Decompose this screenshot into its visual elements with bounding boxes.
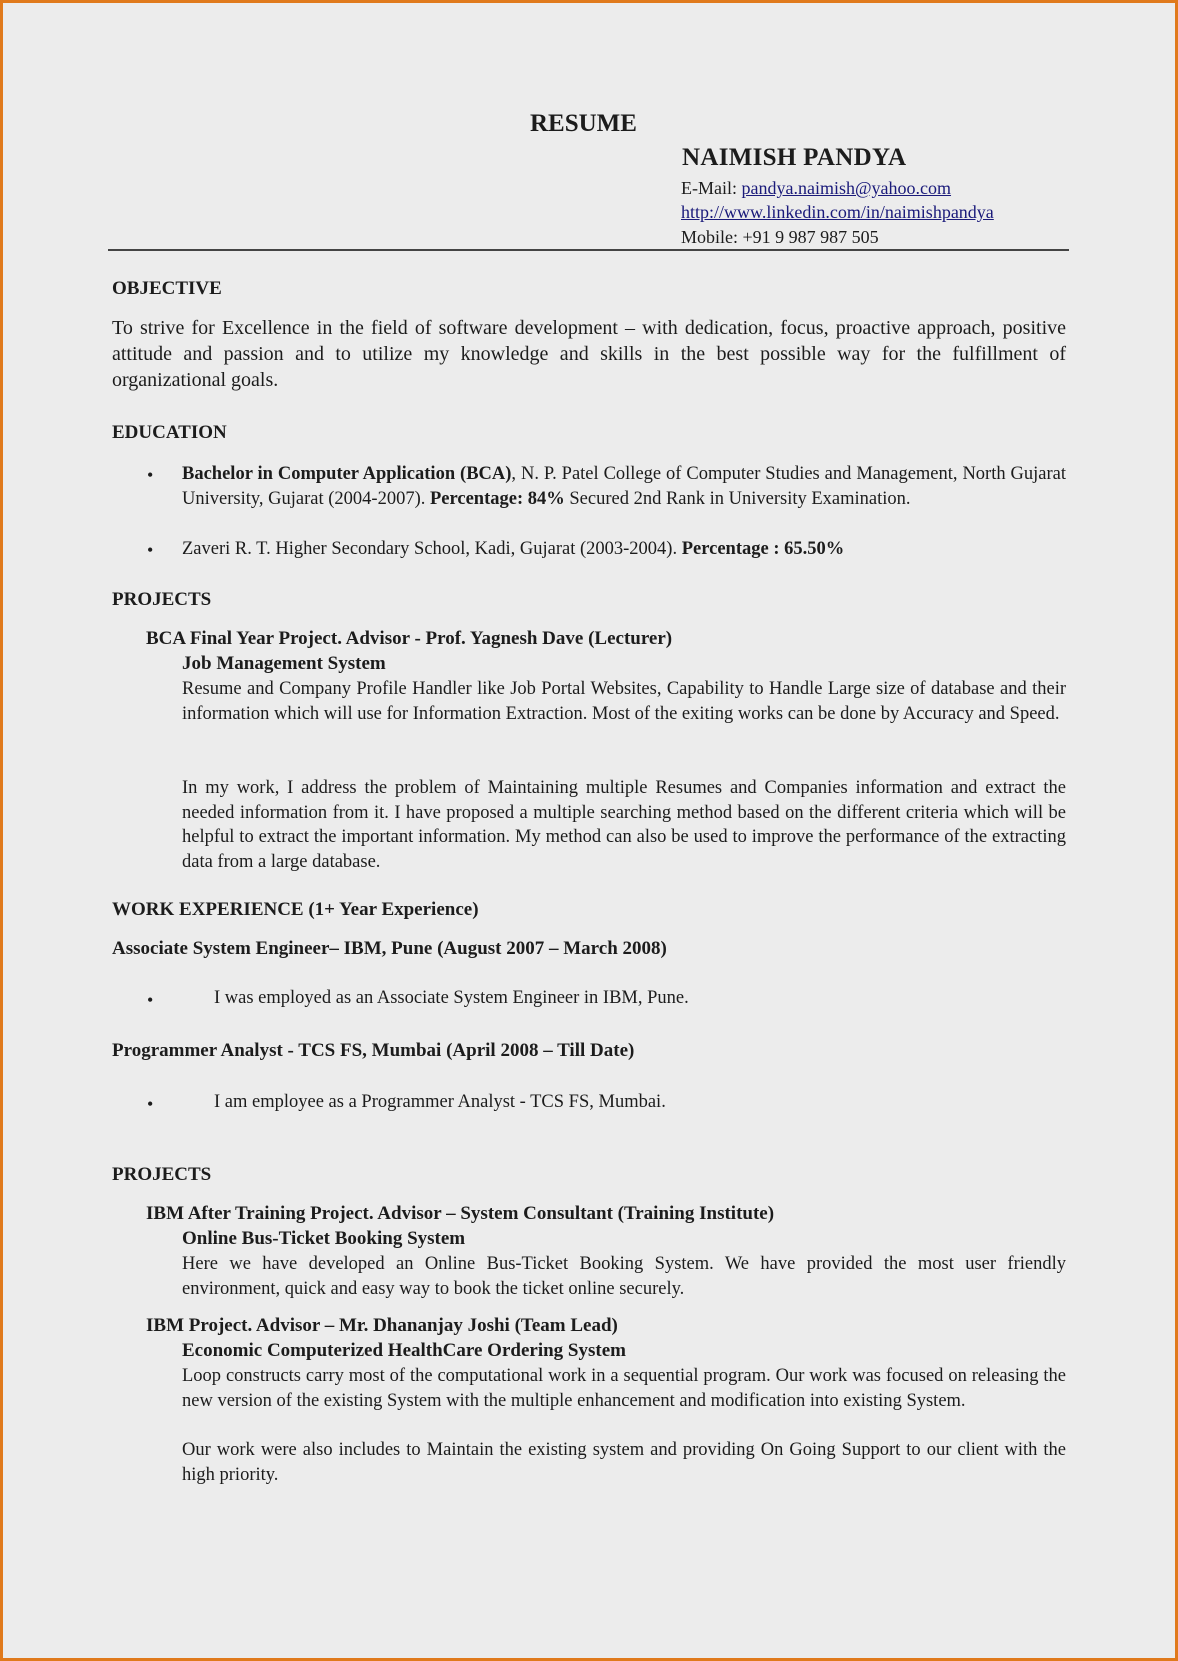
project-bca-title: BCA Final Year Project. Advisor - Prof. Yagnesh Dave (Lecturer) bbox=[146, 628, 673, 649]
candidate-name: NAIMISH PANDYA bbox=[682, 144, 907, 171]
mobile-line: Mobile: +91 9 987 987 505 bbox=[681, 227, 879, 247]
job-1-bullet: • bbox=[147, 990, 154, 1010]
objective-heading: OBJECTIVE bbox=[112, 278, 222, 299]
email-label: E-Mail: bbox=[681, 178, 742, 198]
project-ibm-name: Economic Computerized HealthCare Ordering System bbox=[182, 1340, 626, 1361]
education-percentage-2: Percentage : 65.50% bbox=[681, 539, 845, 559]
job-1-title: Associate System Engineer– IBM, Pune (August 2007 – March 2008) bbox=[112, 938, 667, 959]
education-bullet-2: • bbox=[147, 540, 154, 560]
job-2-title: Programmer Analyst - TCS FS, Mumbai (April 2008 – Till Date) bbox=[112, 1040, 635, 1061]
education-item-1: Bachelor in Computer Application (BCA), N. P. Patel College of Computer Studies and Management, North Gujarat University, Gujarat (2004-2007). Percentage: 84% Secured 2nd Rank in University Examination. bbox=[182, 464, 1066, 509]
email-link[interactable]: pandya.naimish@yahoo.com bbox=[741, 178, 952, 198]
education-percentage-1: Percentage: 84% bbox=[429, 488, 565, 509]
work-heading: WORK EXPERIENCE (1+ Year Experience) bbox=[112, 899, 479, 920]
projects-heading-2: PROJECTS bbox=[112, 1164, 212, 1185]
project-bca-desc-2: In my work, I address the problem of Maintaining multiple Resumes and Companies information and extract the needed information from it. I have proposed a multiple searching method based on the different criteria which will be helpful to extract the important information. My method can also be used to improve the performance of the extracting data from a large database. bbox=[182, 778, 1066, 872]
project-ibm-desc-2: Our work were also includes to Maintain the existing system and providing On Going Support to our client with the high priority. bbox=[182, 1440, 1066, 1485]
education-item-2: Zaveri R. T. Higher Secondary School, Kadi, Gujarat (2003-2004). Percentage : 65.50% bbox=[182, 539, 845, 559]
objective-text: To strive for Excellence in the field of software development – with dedication, focus, proactive approach, positive attitude and passion and to utilize my knowledge and skills in the best possible way for the fulfillment of organizational goals. bbox=[112, 317, 1066, 391]
job-1-desc: I was employed as an Associate System Engineer in IBM, Pune. bbox=[214, 988, 689, 1008]
linkedin-link[interactable]: http://www.linkedin.com/in/naimishpandya bbox=[681, 202, 994, 222]
job-2-bullet: • bbox=[147, 1094, 154, 1114]
project-ibm-desc-1: Loop constructs carry most of the computational work in a sequential program. Our work was focused on releasing the new version of the existing System with the multiple enhancement and modification into existing System. bbox=[182, 1366, 1066, 1411]
email-line bbox=[681, 176, 951, 200]
projects-heading-1: PROJECTS bbox=[112, 589, 212, 610]
project-ibm-training-desc: Here we have developed an Online Bus-Ticket Booking System. We have provided the most user friendly environment, quick and easy way to book the ticket online securely. bbox=[182, 1254, 1066, 1299]
resume-title: RESUME bbox=[530, 110, 637, 137]
education-degree: Bachelor in Computer Application (BCA) bbox=[182, 464, 512, 484]
project-ibm-title: IBM Project. Advisor – Mr. Dhananjay Joshi (Team Lead) bbox=[146, 1315, 618, 1336]
project-bca-desc-1: Resume and Company Profile Handler like Job Portal Websites, Capability to Handle Large size of database and their information which will use for Information Extraction. Most of the exiting works can be done by Accuracy and Speed. bbox=[182, 679, 1066, 724]
header-divider bbox=[108, 249, 1069, 251]
linkedin-line bbox=[681, 200, 994, 224]
project-bca-name: Job Management System bbox=[182, 653, 386, 674]
job-2-desc: I am employee as a Programmer Analyst - TCS FS, Mumbai. bbox=[214, 1092, 666, 1112]
project-ibm-training-title: IBM After Training Project. Advisor – System Consultant (Training Institute) bbox=[146, 1203, 775, 1224]
project-ibm-training-name: Online Bus-Ticket Booking System bbox=[182, 1228, 466, 1249]
education-heading: EDUCATION bbox=[112, 422, 227, 443]
education-bullet-1: • bbox=[147, 465, 154, 485]
